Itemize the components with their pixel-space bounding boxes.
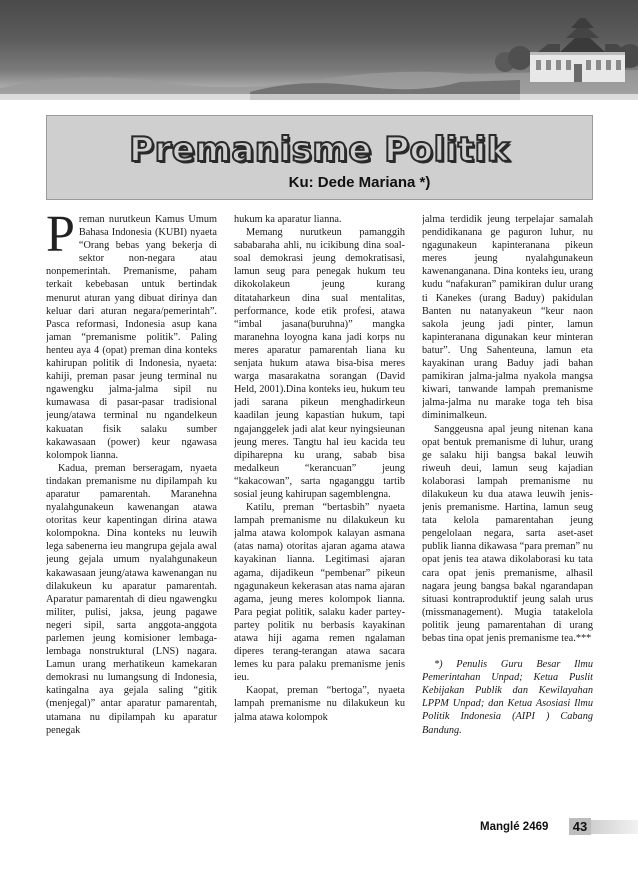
paragraph: jalma terdidik jeung terpelajar samalah pendidikanana ge paguron luhur, nu ngagunakeun kapinteranana pikeun meres jeung nyalahgunakeun kawenanganana. Dina konteks ieu, urang kudu “nafakuran” pamikiran dulur urang ti Kanekes (urang Baduy) pakidulan Banten nu natanyakeun “keur naon sakola jeung jadi pinter, lamun kapinteranana digunakan keur minteran batur”. Ung Sahenteuna, lamun eta kayakinan urang Baduy jadi bahan pamikiran jalma-jalma nyakola mangsa kiwari, tanwande lampah premanisme jalma-jalma nu marake toga teh bisa diminimalkeun. (422, 214, 593, 422)
paragraph: Sanggeusna apal jeung nitenan kana opat bentuk premanisme di luhur, urang ge salaku hiji bangsa bakal leuwih riweuh deui, lamun seug kajadian kolaborasi lampah premanisme nu dilakukeun ku dua atawa leuwih jenis-jenis premanisme. Hartina, lamun seug tata kelola pamarentahan jeung pengelolaan negara, sarta aset-aset publik lianna dikawasa “para preman” nu opat jenis tea atawa dikolaborasi ku tata cara opat jenis premanisme, alhasil nagara jeung bangsa bakal ngarandapan situasi kontraproduktif jeung salah urus (missmanagement). Mugia tatakelola politik jeung pamarentahan di urang bebas tina opat jenis premanisme tea.*** (422, 423, 593, 644)
article-title: Premanisme Politik (129, 130, 510, 170)
article-byline: Ku: Dede Mariana *) (288, 174, 431, 191)
title-box (46, 115, 593, 200)
paragraph: Kadua, preman berseragam, nyaeta tindakan premanisme nu dipilampah ku aparatur pamarentah. Maranehna nyalahgunakeun kawenangan atawa otoritas keur kapentingan dirina atawa kolompokna. Dina konteks nu leuwih lega sabenerna ieu mangrupa gejala awal jeung gejala umum nyalahgunakeun kakawasaan jeung/atawa kawenangan nu dilakukeun ku aparatur pamarentah. Aparatur pamarentah di dieu ngawengku militer, pulisi, jaksa, jeung pagawe negeri sipil, sarta anggota-anggota parlemen jeung komisioner lembaga-lembaga nonstruktural (LNS) nagara. Lamun urang merhatikeun kamekaran demokrasi nu lumangsung di Indonesia, katingalna aya gejala saling “gitik (menjegal)” antar aparatur pamarentah, utamana nu dipilampah ku aparatur penegak (46, 462, 217, 736)
article-body (46, 213, 593, 813)
column-3 (422, 213, 593, 813)
paragraph-text: reman nurutkeun Kamus Umum Bahasa Indonesia (KUBI) nyaeta “Orang bebas yang bekerja di sektor non-negara atau nonpemerintah. Premanisme, paham terkait kebebasan untuk bertindak menurut aturan yang dibuat dirinya dan keluar dari aturan negara/pemerintah”. Pasca reformasi, Indonesia asup kana jaman “premanisme politik”. Paling henteu aya 4 (opat) preman dina konteks kahirupan politik di Indonesia, nyaeta: kahiji, preman pasar jeung terminal nu ngawengku jalma-jalma sipil nu kumawasa di pasar-pasar tradisional jeung/atawa terminal nu ngandelkeun kakuatan fisik salaku sumber kakawasaan (power) keur ngawasa kolompok lianna. (46, 214, 217, 461)
paragraph: Memang nurutkeun pamanggih sababaraha ahli, nu icikibung dina soal-soal demokrasi jeung demokratisasi, lamun seug para penegak hukum teu dikokolakeun jeung kurang ditataharkeun dina sual mentalitas, performance, kode etik profesi, atawa “imbal jasana(buruhna)” mangka maranehna loyogna kana jadi korps nu meres aparatur pamarentah liana ku senjata hukum atawa bisa-bisa meres warga masarakatna sorangan (David Held, 2001).Dina konteks ieu, hukum teu jadi sarana pikeun menghadirkeun kaadilan jeung kapastian hukum, tapi ngajanggelek jadi alat keur nyingsieunan jeung meres. Tangtu hal ieu kacida teu dipiharepna ku urang, sabab bisa medalkeun “kerancuan” jeung “kakacowan”, sarta ngaganggu tartib sosial jeung kahirupan sagemblengna. (234, 227, 405, 500)
paragraph: hukum ka aparatur lianna. (234, 214, 342, 225)
author-note: *) Penulis Guru Besar Ilmu Pemerintahan Unpad; Ketua Puslit Kebijakan Publik dan Kewilayahan LPPM Unpad; dan Ketua Asosiasi Ilmu Politik Indonesia (AIPI ) Cabang Bandung. (422, 659, 593, 736)
palace-landscape-illustration (0, 0, 638, 100)
column-1 (46, 213, 217, 813)
page-number: 43 (569, 818, 591, 835)
footer-bar (590, 820, 638, 834)
paragraph: Kaopat, preman “bertoga”, nyaeta lampah premanisme nu dilakukeun ku jalma atawa kolompok (234, 685, 405, 723)
header-banner (0, 0, 638, 100)
paragraph: Katilu, preman “bertasbih” nyaeta lampah premanisme nu dilakukeun ku jalma atawa kolompok kalayan asmana (atas nama) otoritas ajaran agama atawa kayakinan lianna. Legitimasi ajaran agama, dijadikeun “pembenar” pikeun ngagunakeun kekerasan atas nama ajaran agama, jeung meres kolompok lianna. Para pegiat politik, salaku kader partey-partey politik nu berbasis kayakinan atawa hiji agama remen ngalaman diperes terang-terangan atawa sacara lemes ku para palaku premanisme jenis ieu. (234, 502, 405, 684)
drop-cap: P (46, 213, 75, 263)
magazine-issue: Manglé 2469 (480, 821, 549, 833)
paragraph (46, 213, 217, 462)
column-2 (234, 213, 405, 813)
